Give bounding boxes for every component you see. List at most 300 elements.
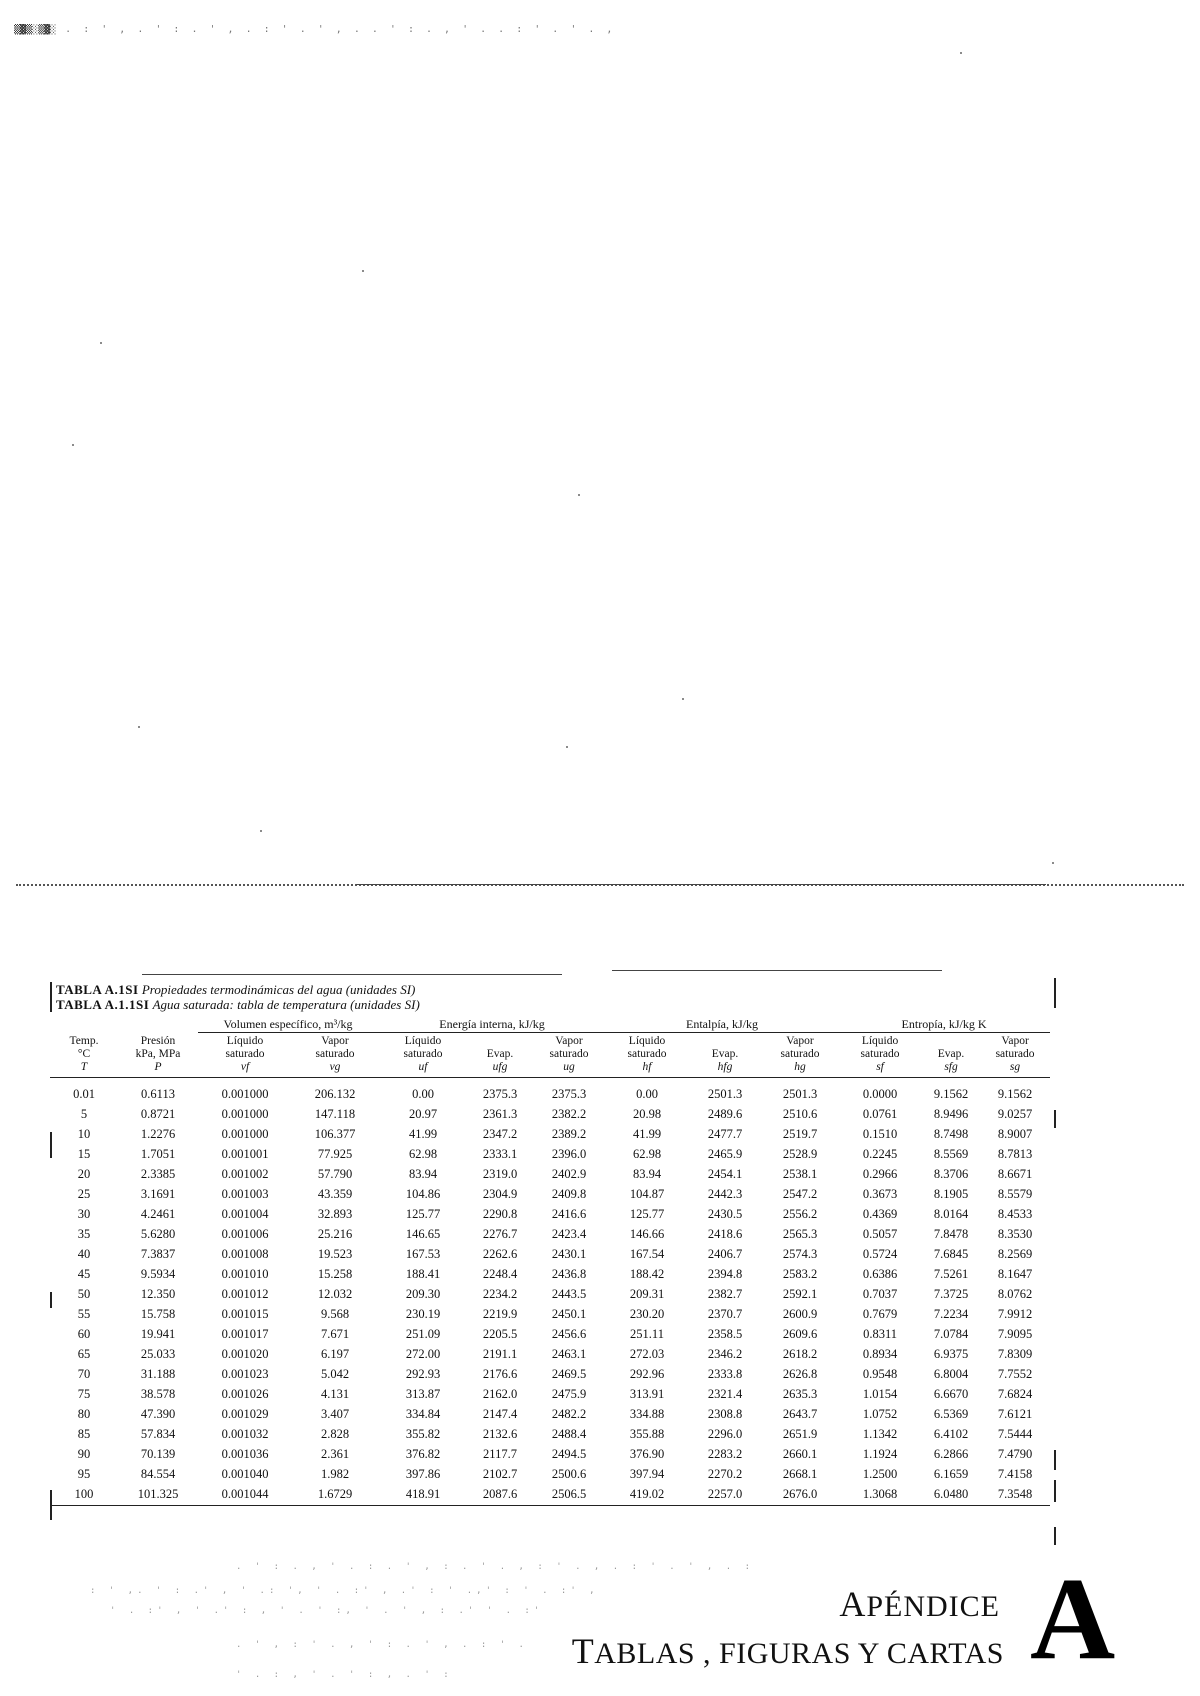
- table-cell: 0.001020: [221, 1347, 269, 1361]
- col-header-line: hg: [794, 1061, 806, 1073]
- table-cell: 2565.3: [782, 1227, 818, 1241]
- table-cell: 7.671: [320, 1327, 350, 1341]
- table-cell: 5.042: [320, 1367, 350, 1381]
- table-cell: 8.9496: [933, 1107, 969, 1121]
- table-cell: 70.139: [140, 1447, 176, 1461]
- col-header-v-liq: [198, 1033, 292, 1078]
- table-cell: 0.1510: [862, 1127, 898, 1141]
- table-row: [50, 1145, 1050, 1165]
- table-cell: 0.00: [412, 1087, 434, 1101]
- table-cell: 8.4533: [997, 1207, 1033, 1221]
- table-cell: 7.3725: [933, 1287, 969, 1301]
- col-header-line: hfg: [717, 1061, 733, 1073]
- table-cell: 2262.6: [482, 1247, 518, 1261]
- table-row: [50, 1205, 1050, 1225]
- table-cell: 2248.4: [482, 1267, 518, 1281]
- table-cell: 15: [77, 1147, 91, 1161]
- table-cell: 2442.3: [707, 1187, 743, 1201]
- table-cell: 2494.5: [551, 1447, 587, 1461]
- table-cell: 2219.9: [482, 1307, 518, 1321]
- group-header-volumen: Volumen específico, m³/kg: [198, 1016, 378, 1033]
- table-cell: 2176.6: [482, 1367, 518, 1381]
- table-cell: 2.3385: [140, 1167, 176, 1181]
- col-header-line: vf: [240, 1061, 250, 1073]
- scan-speck: [578, 494, 580, 496]
- table-cell: 2409.8: [551, 1187, 587, 1201]
- table-cell: 397.86: [405, 1467, 441, 1481]
- table-cell: 62.98: [408, 1147, 438, 1161]
- col-header-line: uf: [418, 1061, 428, 1073]
- table-cell: 6.197: [320, 1347, 350, 1361]
- table-cell: 2296.0: [707, 1427, 743, 1441]
- table-cell: 1.0154: [862, 1387, 898, 1401]
- table-cell: 25.033: [140, 1347, 176, 1361]
- table-cell: 2510.6: [782, 1107, 818, 1121]
- table-cell: 0.001044: [221, 1487, 269, 1501]
- table-cell: 230.19: [405, 1307, 441, 1321]
- table-cell: 376.90: [629, 1447, 665, 1461]
- table-cell: 0.5724: [862, 1247, 898, 1261]
- table-cell: 2333.8: [707, 1367, 743, 1381]
- table-cell: 84.554: [140, 1467, 176, 1481]
- table-row: [50, 1225, 1050, 1245]
- col-header-s-evap: [922, 1033, 980, 1078]
- table-cell: 2660.1: [782, 1447, 818, 1461]
- col-header-line: vg: [329, 1061, 341, 1073]
- col-header-line: Evap.: [937, 1048, 965, 1060]
- table-cell: 15.758: [140, 1307, 176, 1321]
- table-cell: 2500.6: [551, 1467, 587, 1481]
- table-cell: 8.6671: [997, 1167, 1033, 1181]
- col-header-line: ufg: [492, 1061, 508, 1073]
- table-cell: 313.91: [629, 1387, 665, 1401]
- table-cell: 30: [77, 1207, 91, 1221]
- table-cell: 7.4158: [997, 1467, 1033, 1481]
- col-header-line: Líquido: [861, 1035, 899, 1047]
- col-header-s-vap: [980, 1033, 1050, 1078]
- table-cell: 0.5057: [862, 1227, 898, 1241]
- table-cell: 12.032: [317, 1287, 353, 1301]
- table-cell: 2423.4: [551, 1227, 587, 1241]
- table-cell: 55: [77, 1307, 91, 1321]
- table-cell: 20.98: [632, 1107, 662, 1121]
- table-cell: 2370.7: [707, 1307, 743, 1321]
- table-cell: 0.001015: [221, 1307, 269, 1321]
- table-cell: 2506.5: [551, 1487, 587, 1501]
- table-cell: 292.93: [405, 1367, 441, 1381]
- table-cell: 2.361: [320, 1447, 350, 1461]
- table-cell: 7.3548: [997, 1487, 1033, 1501]
- table-cell: 418.91: [405, 1487, 441, 1501]
- table-cell: 0.001036: [221, 1447, 269, 1461]
- table-cell: 2465.9: [707, 1147, 743, 1161]
- table-cell: 2283.2: [707, 1447, 743, 1461]
- table-cell: 0.3673: [862, 1187, 898, 1201]
- col-header-line: saturado: [225, 1048, 265, 1060]
- table-row: [50, 1165, 1050, 1185]
- table-cell: 19.523: [317, 1247, 353, 1261]
- col-header-line: Líquido: [226, 1035, 264, 1047]
- table-cell: 2501.3: [707, 1087, 743, 1101]
- table-cell: 0.01: [73, 1087, 95, 1101]
- table-cell: 2389.2: [551, 1127, 587, 1141]
- table-cell: 0.00: [636, 1087, 658, 1101]
- table-cell: 7.0784: [933, 1327, 969, 1341]
- table-cell: 0.001003: [221, 1187, 269, 1201]
- table-cell: 2205.5: [482, 1327, 518, 1341]
- table-row: [50, 1365, 1050, 1385]
- table-cell: 2132.6: [482, 1427, 518, 1441]
- table-cell: 125.77: [629, 1207, 665, 1221]
- scan-speck: [260, 830, 262, 832]
- table-cell: 0.001000: [221, 1107, 269, 1121]
- col-header-line: saturado: [549, 1048, 589, 1060]
- table-row: [50, 1425, 1050, 1445]
- table-cell: 0.001000: [221, 1127, 269, 1141]
- col-header-line: sfg: [944, 1061, 958, 1073]
- col-header-line: Evap.: [711, 1048, 739, 1060]
- table-cell: 2556.2: [782, 1207, 818, 1221]
- table-cell: 206.132: [314, 1087, 356, 1101]
- scan-speck: [362, 270, 364, 272]
- table-cell: 0.001002: [221, 1167, 269, 1181]
- table-cell: 7.3837: [140, 1247, 176, 1261]
- table-cell: 9.568: [320, 1307, 350, 1321]
- table-cell: 2450.1: [551, 1307, 587, 1321]
- col-header-line: Vapor: [786, 1035, 814, 1047]
- table-cell: 6.4102: [933, 1427, 969, 1441]
- table-right-border: [1054, 1110, 1056, 1128]
- table-cell: 7.9095: [997, 1327, 1033, 1341]
- table-cell: 1.0752: [862, 1407, 898, 1421]
- table-row: [50, 1285, 1050, 1305]
- table-cell: 355.88: [629, 1427, 665, 1441]
- table-cell: 2574.3: [782, 1247, 818, 1261]
- col-header-u-liq: [378, 1033, 468, 1078]
- table-cell: 8.2569: [997, 1247, 1033, 1261]
- table-row: [50, 1405, 1050, 1425]
- table-cell: 6.6670: [933, 1387, 969, 1401]
- col-header-line: sf: [876, 1061, 884, 1073]
- table-cell: 2290.8: [482, 1207, 518, 1221]
- group-header-energia: Energía interna, kJ/kg: [378, 1016, 606, 1033]
- table-cell: 397.94: [629, 1467, 665, 1481]
- table-cell: 2087.6: [482, 1487, 518, 1501]
- table-cell: 2454.1: [707, 1167, 743, 1181]
- table-cell: 12.350: [140, 1287, 176, 1301]
- table-cell: 40: [77, 1247, 91, 1261]
- table-cell: 7.6845: [933, 1247, 969, 1261]
- table-cell: 2583.2: [782, 1267, 818, 1281]
- table-cell: 292.96: [629, 1367, 665, 1381]
- table-cell: 0.2245: [862, 1147, 898, 1161]
- col-header-line: °C: [77, 1048, 91, 1060]
- col-header-line: kPa, MPa: [135, 1048, 181, 1060]
- steam-table-block: [50, 982, 1050, 1506]
- table-row: [50, 1105, 1050, 1125]
- table-cell: 0.8934: [862, 1347, 898, 1361]
- table-cell: 31.188: [140, 1367, 176, 1381]
- table-cell: 2463.1: [551, 1347, 587, 1361]
- table-cell: 19.941: [140, 1327, 176, 1341]
- table-cell: 251.11: [630, 1327, 664, 1341]
- table-cell: 2501.3: [782, 1087, 818, 1101]
- table-cell: 2430.1: [551, 1247, 587, 1261]
- table-cell: 2436.8: [551, 1267, 587, 1281]
- col-header-temp: [50, 1033, 118, 1078]
- table-cell: 0.001023: [221, 1367, 269, 1381]
- col-header-line: Líquido: [404, 1035, 442, 1047]
- table-cell: 1.2276: [140, 1127, 176, 1141]
- table-cell: 4.131: [320, 1387, 350, 1401]
- table-row: [50, 1305, 1050, 1325]
- table-right-border: [1054, 1480, 1056, 1502]
- table-cell: 167.53: [405, 1247, 441, 1261]
- table-cell: 45: [77, 1267, 91, 1281]
- table-cell: 8.1905: [933, 1187, 969, 1201]
- table-cell: 0.0761: [862, 1107, 898, 1121]
- table-cell: 85: [77, 1427, 91, 1441]
- col-header-u-vap: [532, 1033, 606, 1078]
- table-cell: 5.6280: [140, 1227, 176, 1241]
- col-header-line: Evap.: [486, 1048, 514, 1060]
- table-cell: 1.982: [320, 1467, 350, 1481]
- table-cell: 2528.9: [782, 1147, 818, 1161]
- table-cell: 2402.9: [551, 1167, 587, 1181]
- table-cell: 2488.4: [551, 1427, 587, 1441]
- col-header-line: Líquido: [628, 1035, 666, 1047]
- appendix-letter: A: [1030, 1553, 1116, 1684]
- table-left-border: [50, 1132, 52, 1158]
- table-title-1: TABLA A.1SI Propiedades termodinámicas del agua (unidades SI): [56, 982, 416, 997]
- table-cell: 104.86: [405, 1187, 441, 1201]
- table-cell: 8.5579: [997, 1187, 1033, 1201]
- table-cell: 6.5369: [933, 1407, 969, 1421]
- table-cell: 60: [77, 1327, 91, 1341]
- table-cell: 7.9912: [997, 1307, 1033, 1321]
- table-cell: 2361.3: [482, 1107, 518, 1121]
- table-cell: 8.9007: [997, 1127, 1033, 1141]
- table-cell: 2394.8: [707, 1267, 743, 1281]
- table-cell: 2469.5: [551, 1367, 587, 1381]
- table-cell: 2304.9: [482, 1187, 518, 1201]
- table-cell: 6.2866: [933, 1447, 969, 1461]
- table-cell: 209.31: [629, 1287, 665, 1301]
- table-titles: [50, 982, 1050, 1012]
- scan-speck: [960, 52, 962, 54]
- table-cell: 2482.2: [551, 1407, 587, 1421]
- table-cell: 146.65: [405, 1227, 441, 1241]
- table-cell: 147.118: [314, 1107, 356, 1121]
- table-cell: 104.87: [629, 1187, 665, 1201]
- table-cell: 2191.1: [482, 1347, 518, 1361]
- table-cell: 7.8478: [933, 1227, 969, 1241]
- scan-noise-bottom: . ' : . , ' . : . ' , : . ' . , : ' . , . : ' . ' , . :: [236, 1562, 755, 1572]
- table-cell: 2270.2: [707, 1467, 743, 1481]
- table-cell: 0.6386: [862, 1267, 898, 1281]
- table-cell: 2547.2: [782, 1187, 818, 1201]
- scan-noise-bottom: ' . :' , ' .' : , ' . ' :, ' . ' , : .' ' . :': [110, 1606, 544, 1616]
- table-cell: 2346.2: [707, 1347, 743, 1361]
- table-row: [50, 1385, 1050, 1405]
- table-cell: 7.7552: [997, 1367, 1033, 1381]
- table-cell: 0.0000: [862, 1087, 898, 1101]
- table-cell: 5: [80, 1107, 88, 1121]
- table-cell: 9.0257: [997, 1107, 1033, 1121]
- table-cell: 8.5569: [933, 1147, 969, 1161]
- table-cell: 101.325: [137, 1487, 179, 1501]
- table-cell: 2358.5: [707, 1327, 743, 1341]
- table-cell: 47.390: [140, 1407, 176, 1421]
- table-cell: 2162.0: [482, 1387, 518, 1401]
- table-cell: 0.001010: [221, 1267, 269, 1281]
- table-cell: 272.00: [405, 1347, 441, 1361]
- col-header-presion: [118, 1033, 198, 1078]
- table-cell: 2600.9: [782, 1307, 818, 1321]
- table-cell: 2308.8: [707, 1407, 743, 1421]
- table-cell: 9.1562: [933, 1087, 969, 1101]
- table-right-border: [1054, 1450, 1056, 1470]
- table-cell: 0.001029: [221, 1407, 269, 1421]
- table-cell: 83.94: [632, 1167, 662, 1181]
- table-cell: 2416.6: [551, 1207, 587, 1221]
- table-cell: 41.99: [408, 1127, 438, 1141]
- table-cell: 0.001004: [221, 1207, 269, 1221]
- col-header-v-vap: [292, 1033, 378, 1078]
- table-cell: 2676.0: [782, 1487, 818, 1501]
- table-cell: 0.001000: [221, 1087, 269, 1101]
- scan-speck: [138, 726, 140, 728]
- table-cell: 25: [77, 1187, 91, 1201]
- table-row: [50, 1125, 1050, 1145]
- table-cell: 2651.9: [782, 1427, 818, 1441]
- table-cell: 251.09: [405, 1327, 441, 1341]
- table-cell: 167.54: [629, 1247, 665, 1261]
- table-cell: 0.001026: [221, 1387, 269, 1401]
- table-cell: 2418.6: [707, 1227, 743, 1241]
- table-cell: 2.828: [320, 1427, 350, 1441]
- table-cell: 6.1659: [933, 1467, 969, 1481]
- table-cell: 8.7813: [997, 1147, 1033, 1161]
- table-cell: 7.6824: [997, 1387, 1033, 1401]
- table-cell: 0.8721: [140, 1107, 176, 1121]
- table-cell: 2489.6: [707, 1107, 743, 1121]
- table-cell: 125.77: [405, 1207, 441, 1221]
- table-row: [50, 1325, 1050, 1345]
- table-cell: 3.1691: [140, 1187, 176, 1201]
- table-cell: 100: [74, 1487, 94, 1501]
- table-cell: 6.9375: [933, 1347, 969, 1361]
- col-header-line: Vapor: [555, 1035, 583, 1047]
- table-cell: 2382.2: [551, 1107, 587, 1121]
- col-header-line: saturado: [627, 1048, 667, 1060]
- table-cell: 41.99: [632, 1127, 662, 1141]
- table-cell: 2147.4: [482, 1407, 518, 1421]
- table-cell: 3.407: [320, 1407, 350, 1421]
- table-row: [50, 1345, 1050, 1365]
- scan-speck: [72, 444, 74, 446]
- table-cell: 8.0762: [997, 1287, 1033, 1301]
- table-cell: 15.258: [317, 1267, 353, 1281]
- saturated-water-table: [50, 1016, 1050, 1506]
- table-cell: 313.87: [405, 1387, 441, 1401]
- table-row: [50, 1185, 1050, 1205]
- col-header-line: saturado: [403, 1048, 443, 1060]
- table-cell: 57.790: [317, 1167, 353, 1181]
- table-left-border: [50, 1292, 52, 1308]
- table-cell: 77.925: [317, 1147, 353, 1161]
- table-cell: 7.2234: [933, 1307, 969, 1321]
- table-cell: 2626.8: [782, 1367, 818, 1381]
- col-header-line: Vapor: [1001, 1035, 1029, 1047]
- col-header-line: T: [80, 1061, 88, 1073]
- table-cell: 80: [77, 1407, 91, 1421]
- col-header-line: saturado: [780, 1048, 820, 1060]
- table-cell: 6.8004: [933, 1367, 969, 1381]
- table-cell: 1.6729: [317, 1487, 353, 1501]
- table-cell: 0.7679: [862, 1307, 898, 1321]
- table-cell: 2319.0: [482, 1167, 518, 1181]
- table-cell: 2475.9: [551, 1387, 587, 1401]
- table-cell: 8.0164: [933, 1207, 969, 1221]
- table-cell: 6.0480: [933, 1487, 969, 1501]
- table-cell: 65: [77, 1347, 91, 1361]
- table-cell: 20.97: [408, 1107, 438, 1121]
- table-cell: 2538.1: [782, 1167, 818, 1181]
- table-cell: 419.02: [629, 1487, 665, 1501]
- table-cell: 2592.1: [782, 1287, 818, 1301]
- table-cell: 0.9548: [862, 1367, 898, 1381]
- table-cell: 8.3706: [933, 1167, 969, 1181]
- table-cell: 1.1342: [862, 1427, 898, 1441]
- table-cell: 0.001006: [221, 1227, 269, 1241]
- table-cell: 50: [77, 1287, 91, 1301]
- table-cell: 2618.2: [782, 1347, 818, 1361]
- table-cell: 43.359: [317, 1187, 353, 1201]
- appendix-subtitle: TABLAS , FIGURAS Y CARTAS: [571, 1631, 1004, 1671]
- table-cell: 2321.4: [707, 1387, 743, 1401]
- table-cell: 8.3530: [997, 1227, 1033, 1241]
- col-header-line: saturado: [860, 1048, 900, 1060]
- table-left-border: [50, 1490, 52, 1520]
- table-cell: 2477.7: [707, 1127, 743, 1141]
- table-cell: 70: [77, 1367, 91, 1381]
- scan-speck: [100, 342, 102, 344]
- table-cell: 1.2500: [862, 1467, 898, 1481]
- table-cell: 0.6113: [141, 1087, 175, 1101]
- scan-noise-bottom: : ' ,. ' : .' , ' .: ', ' . :' , .' : ' .,' : ' . :' ,: [90, 1586, 599, 1596]
- table-cell: 35: [77, 1227, 91, 1241]
- table-cell: 2117.7: [483, 1447, 517, 1461]
- table-cell: 209.30: [405, 1287, 441, 1301]
- table-cell: 2668.1: [782, 1467, 818, 1481]
- col-header-line: Temp.: [69, 1035, 99, 1047]
- table-row: [50, 1265, 1050, 1285]
- col-header-s-liq: [838, 1033, 922, 1078]
- scan-speck: [566, 746, 568, 748]
- table-cell: 2396.0: [551, 1147, 587, 1161]
- table-cell: 2234.2: [482, 1287, 518, 1301]
- table-cell: 1.1924: [862, 1447, 898, 1461]
- table-cell: 188.41: [405, 1267, 441, 1281]
- table-cell: 9.5934: [140, 1267, 176, 1281]
- table-cell: 376.82: [405, 1447, 441, 1461]
- table-cell: 355.82: [405, 1427, 441, 1441]
- col-header-line: hf: [642, 1061, 652, 1073]
- table-cell: 0.2966: [862, 1167, 898, 1181]
- table-cell: 0.001032: [221, 1427, 269, 1441]
- table-cell: 272.03: [629, 1347, 665, 1361]
